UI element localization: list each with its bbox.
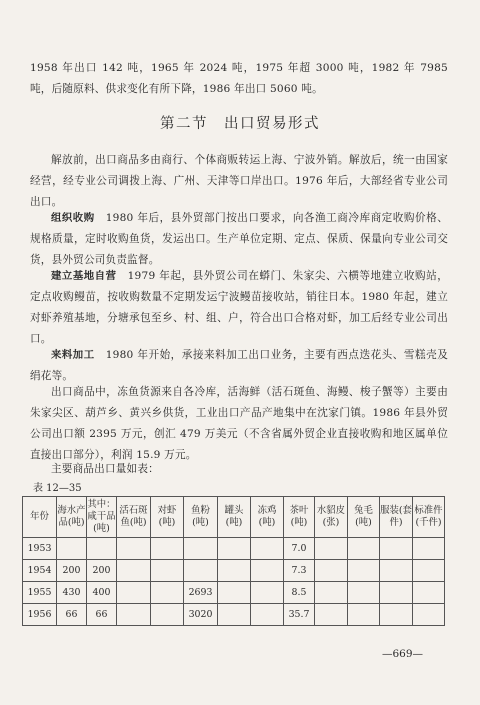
table-cell	[151, 604, 184, 626]
table-cell	[117, 560, 151, 582]
table-cell	[413, 560, 445, 582]
table-cell: 66	[57, 604, 87, 626]
paragraph-table-intro: 主要商品出口量如表：	[51, 463, 159, 475]
table-cell	[218, 560, 251, 582]
column-header: 茶叶(吨)	[284, 497, 315, 538]
table-cell	[348, 560, 380, 582]
table-cell: 3020	[184, 604, 218, 626]
table-cell: 430	[57, 582, 87, 604]
paragraph-liberation: 解放前，出口商品多由商行、个体商贩转运上海、宁波外销。解放后，统一由国家经营，经专业公司调拨上海、广州、天津等口岸出口。1976 年后，大部经省专业公司出口。	[30, 154, 448, 208]
table-cell	[57, 538, 87, 560]
table-header-row	[23, 497, 445, 538]
paragraph-organize-purchase	[30, 208, 448, 271]
section-title: 第二节 出口贸易形式	[160, 116, 320, 132]
table-cell	[380, 604, 413, 626]
table-cell	[117, 582, 151, 604]
column-header: 兔毛(吨)	[348, 497, 380, 538]
table-cell	[380, 538, 413, 560]
table-cell	[87, 538, 117, 560]
table-cell	[251, 604, 284, 626]
table-cell: 1954	[23, 560, 57, 582]
keyword-processing: 来料加工	[51, 349, 95, 361]
table-cell: 2693	[184, 582, 218, 604]
table-cell	[251, 538, 284, 560]
column-header: 年份	[23, 497, 57, 538]
table-cell: 1956	[23, 604, 57, 626]
table-cell	[117, 604, 151, 626]
table-cell: 7.3	[284, 560, 315, 582]
table-cell	[348, 538, 380, 560]
table-cell	[117, 538, 151, 560]
column-header: 服装(套件)	[380, 497, 413, 538]
base-building-text: 1979 年起，县外贸公司在蟒门、朱家尖、六横等地建立收购站，定点收购鳗苗，按收购数量不定期发运宁波鳗苗接收站，销往日本。1980 年起，建立对虾养殖基地，分塘承包至乡、村、组、户，符合出口合格对虾，加工后经专业公司出口。	[30, 270, 449, 345]
column-header: 鱼粉(吨)	[184, 497, 218, 538]
table-cell	[151, 538, 184, 560]
table-row	[23, 582, 445, 604]
table-cell: 200	[57, 560, 87, 582]
table-cell	[315, 582, 348, 604]
keyword-base-building: 建立基地自营	[51, 270, 117, 282]
column-header: 罐头(吨)	[218, 497, 251, 538]
processing-text: 1980 年开始，承接来料加工出口业务，主要有西点迭花头、雪糕壳及绢花等。	[30, 349, 448, 382]
table-cell: 35.7	[284, 604, 315, 626]
table-cell	[251, 582, 284, 604]
column-header: 水貂皮(张)	[315, 497, 348, 538]
table-cell	[251, 560, 284, 582]
table-cell: 8.5	[284, 582, 315, 604]
table-cell	[151, 560, 184, 582]
export-volume-table	[22, 496, 445, 626]
paragraph-processing	[30, 345, 448, 387]
table-cell: 66	[87, 604, 117, 626]
table-cell	[380, 560, 413, 582]
table-cell	[348, 582, 380, 604]
column-header: 冻鸡(吨)	[251, 497, 284, 538]
table-cell: 1953	[23, 538, 57, 560]
table-cell	[315, 560, 348, 582]
page-number: —669—	[381, 648, 423, 660]
table-cell	[413, 604, 445, 626]
table-cell	[184, 538, 218, 560]
table-cell	[315, 604, 348, 626]
table-caption: 表 12—35	[33, 483, 82, 494]
keyword-organize-purchase: 组织收购	[51, 212, 95, 224]
table-cell: 1955	[23, 582, 57, 604]
table-cell	[151, 582, 184, 604]
table-row	[23, 604, 445, 626]
paragraph-export-products: 出口商品中，冻鱼货源来自各冷库，活海鲜（活石斑鱼、海鳗、梭子蟹等）主要由朱家尖区、葫芦乡、黄兴乡供货，工业出口产品产地集中在沈家门镇。1986 年县外贸公司出口额 2395 万元，创汇 479 万美元（不含省属外贸企业直接收购和地区属单位直接出口部分），利润 15.9 万元。	[30, 386, 448, 461]
table-cell: 200	[87, 560, 117, 582]
paragraph-base-building	[30, 266, 448, 350]
table-cell	[413, 582, 445, 604]
table-cell	[184, 560, 218, 582]
table-row	[23, 560, 445, 582]
column-header: 标准件(千件)	[413, 497, 445, 538]
table-cell	[218, 538, 251, 560]
table-cell	[348, 604, 380, 626]
organize-purchase-text: 1980 年后，县外贸部门按出口要求，向各渔工商冷库商定收购价格、规格质量，定时收购鱼货，发运出口。生产单位定期、定点、保质、保量向专业公司交货，县外贸公司负责监督。	[30, 212, 448, 266]
table-cell: 7.0	[284, 538, 315, 560]
intro-paragraph: 1958 年出口 142 吨，1965 年 2024 吨，1975 年超 3000 吨，1982 年 7985 吨，后随原料、供求变化有所下降，1986 年出口 5060 吨。	[30, 62, 448, 95]
table-cell	[413, 538, 445, 560]
table-cell: 400	[87, 582, 117, 604]
column-header: 海水产品(吨)	[57, 497, 87, 538]
table-cell	[315, 538, 348, 560]
table-cell	[380, 582, 413, 604]
column-header: 活石斑鱼(吨)	[117, 497, 151, 538]
table-cell	[218, 604, 251, 626]
table-cell	[218, 582, 251, 604]
column-header: 对虾(吨)	[151, 497, 184, 538]
table-row	[23, 538, 445, 560]
column-header: 其中：咸干品(吨)	[87, 497, 117, 538]
